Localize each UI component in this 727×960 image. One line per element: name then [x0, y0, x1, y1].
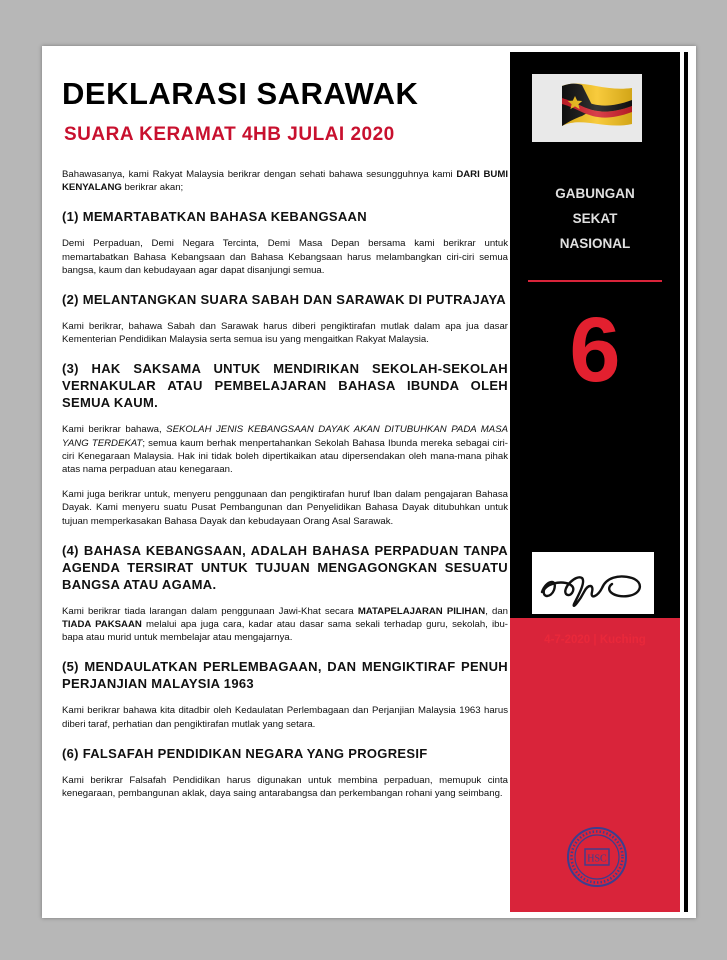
signature-icon: [532, 552, 654, 614]
org-line-2: SEKAT: [572, 211, 618, 226]
section-2-heading: (2) MELANTANGKAN SUARA SABAH DAN SARAWAK DI PUTRAJAYA: [62, 292, 506, 308]
section-3-paragraph-2: Kami juga berikrar untuk, menyeru penggunaan dan pengiktirafan huruf Iban dalam pengajaran Bahasa Dayak. Kami menyeru suatu Pusat Pembangunan dan Penyelidikan Bahasa Dayak ditubuhkan untuk tujuan memperkasakan Bahasa Dayak dan kebudayaan Orang Asal Sarawak.: [62, 489, 508, 527]
org-line-1: GABUNGAN: [555, 186, 635, 201]
page-edge-bar: [684, 52, 688, 912]
section-3-heading: (3) HAK SAKSAMA UNTUK MENDIRIKAN SEKOLAH-SEKOLAH VERNAKULAR ATAU PEMBELAJARAN BAHASA IBUNDA OLEH SEMUA KAUM.: [62, 361, 508, 411]
document-page: [42, 46, 696, 918]
date-location: 4-7-2020 | Kuching: [544, 634, 646, 646]
sarawak-flag-icon: [532, 74, 642, 142]
page-subtitle: SUARA KERAMAT 4HB JULAI 2020: [64, 124, 395, 145]
hsc-seal-icon: [566, 826, 628, 888]
declaration-body: [62, 76, 508, 810]
organization-name: [510, 181, 680, 256]
sidebar-panel: [510, 52, 680, 912]
big-number: 6: [569, 299, 621, 401]
section-6-paragraph: Kami berikrar Falsafah Pendidikan harus digunakan untuk membina perpaduan, memupuk cinta kenegaraan, pembangunan aklak, daya saing antarabangsa dan perkembangan rohani yang seimbang.: [62, 774, 508, 800]
section-1-paragraph: Demi Perpaduan, Demi Negara Tercinta, Demi Masa Depan bersama kami berikrar untuk memartabatkan Bahasa Kebangsaan dan Bahasa Kebangsaan harus melambangkan ciri-ciri semua bangsa, kaum dan kebudayaan agar dapat disanjungi semua.: [62, 238, 508, 276]
section-5-heading: (5) MENDAULATKAN PERLEMBAGAAN, DAN MENGIKTIRAF PENUH PERJANJIAN MALAYSIA 1963: [62, 659, 508, 692]
section-4-heading: (4) BAHASA KEBANGSAAN, ADALAH BAHASA PERPADUAN TANPA AGENDA TERSIRAT UNTUK TUJUAN MENGAGONGKAN SESUATU BANGSA ATAU AGAMA.: [62, 542, 508, 592]
seal-text: HSC: [587, 853, 607, 865]
section-2-paragraph: Kami berikrar, bahawa Sabah dan Sarawak harus diberi pengiktirafan mutlak dalam apa jua dasar Kementerian Pendidikan Malaysia serta semua isu yang mengaitkan Rakyat Malaysia.: [62, 321, 508, 346]
section-1-heading: (1) MEMARTABATKAN BAHASA KEBANGSAAN: [62, 209, 367, 225]
intro-paragraph: Bahawasanya, kami Rakyat Malaysia berikrar dengan sehati bahawa sesungguhnya kami DARI BUMI KENYALANG berikrar akan;: [62, 169, 508, 194]
section-5-paragraph: Kami berikrar bahawa kita ditadbir oleh Kedaulatan Perlembagaan dan Perjanjian Malaysia 1963 harus diberi taraf, perhatian dan pengiktirafan mutlak yang setara.: [62, 705, 508, 730]
section-4-paragraph: Kami berikrar tiada larangan dalam penggunaan Jawi-Khat secara MATAPELAJARAN PILIHAN, dan TIADA PAKSAAN melalui apa juga cara, kadar atau dasar sama sekali terhadap guru, sekolah, ibu-bapa atau murid untuk membelajar atau mengajarnya.: [62, 605, 509, 644]
page-title: DEKLARASI SARAWAK: [62, 76, 419, 111]
section-6-heading: (6) FALSAFAH PENDIDIKAN NEGARA YANG PROGRESIF: [62, 745, 428, 761]
signature-box: [532, 552, 654, 614]
section-3-paragraph-1: Kami berikrar bahawa, SEKOLAH JENIS KEBANGSAAN DAYAK AKAN DITUBUHKAN PADA MASA YANG TERDEKAT; semua kaum berhak menpertahankan Sekolah Bahasa Ibunda mereka sebagai ciri-ciri Kenegaraan Malaysia. Hak ini tidak boleh dipertikaikan atau dipersendakan oleh mana-mana pihak atas nama perpaduan atau kenegaraan.: [62, 424, 508, 476]
sidebar-divider: [528, 280, 662, 282]
org-line-3: NASIONAL: [559, 236, 631, 251]
